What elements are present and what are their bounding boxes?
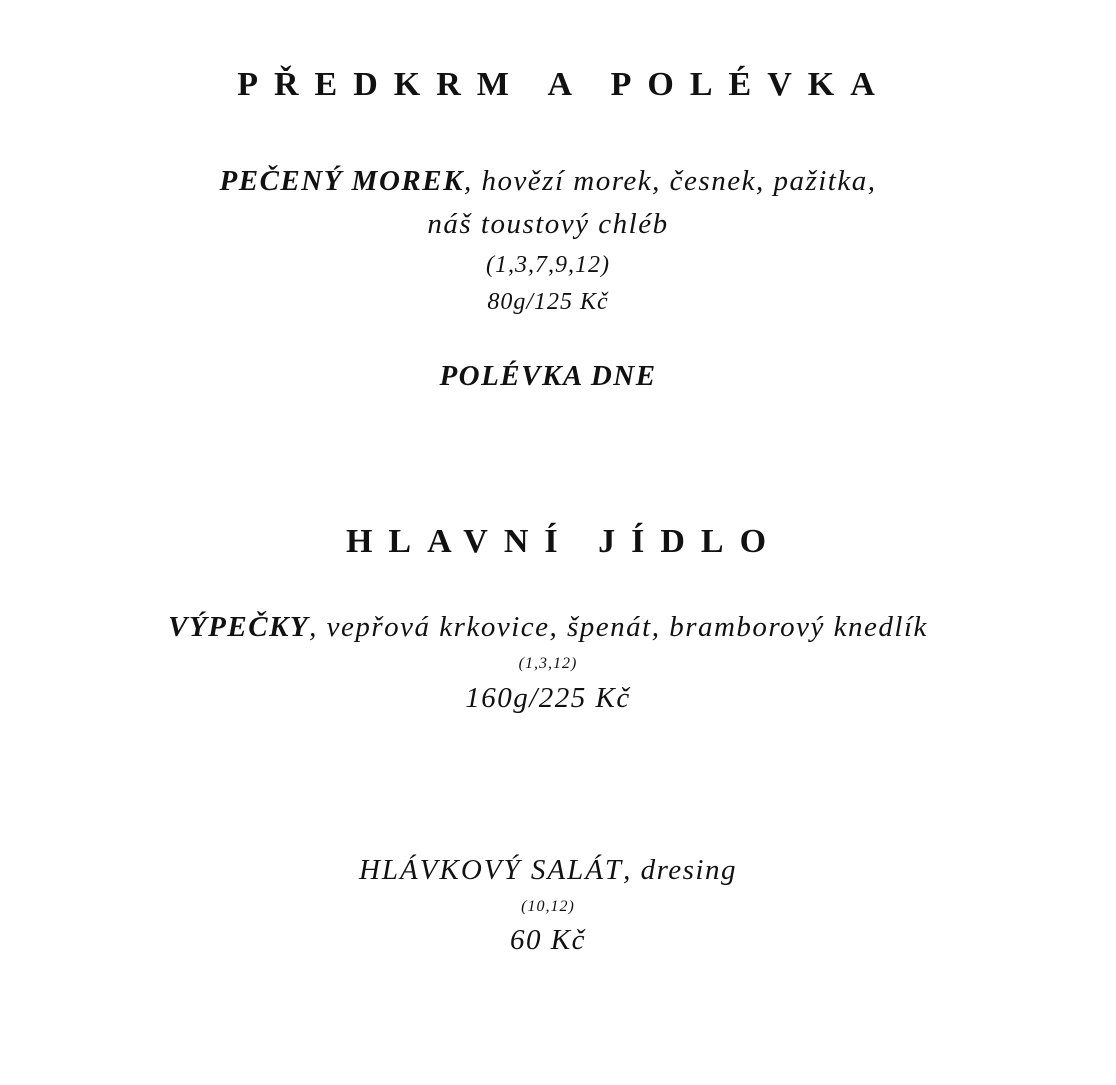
item-separator: , xyxy=(463,165,473,197)
item-allergens: (1,3,12) xyxy=(518,655,578,672)
item-description-continued: náš toustový chléb xyxy=(427,208,669,240)
item-separator: , xyxy=(309,611,318,643)
item-price: 80g/125 Kč xyxy=(487,289,609,315)
section-title-starters: PŘEDKRM A POLÉVKA xyxy=(237,66,891,103)
item-price: 60 Kč xyxy=(510,924,586,956)
section-title-main-course: HLAVNÍ JÍDLO xyxy=(345,523,783,560)
item-name: PEČENÝ MOREK xyxy=(219,165,464,197)
menu-item-soup-of-the-day xyxy=(0,360,1096,393)
menu-item-roast-pork xyxy=(0,611,1096,644)
menu-item-lettuce-salad xyxy=(0,854,1096,887)
item-allergens: (10,12) xyxy=(521,898,575,915)
item-name: POLÉVKA DNE xyxy=(439,360,657,392)
item-price: 160g/225 Kč xyxy=(465,682,631,714)
item-allergens: (1,3,7,9,12) xyxy=(486,252,610,278)
item-name: VÝPEČKY xyxy=(168,611,310,643)
item-description: hovězí morek, česnek, pažitka, xyxy=(472,165,877,197)
item-description: vepřová krkovice, špenát, bramborový knedlík xyxy=(317,611,928,643)
item-name: HLÁVKOVÝ SALÁT xyxy=(358,854,624,886)
menu-item-bone-marrow xyxy=(0,165,1096,198)
item-description: , dresing xyxy=(623,854,737,886)
